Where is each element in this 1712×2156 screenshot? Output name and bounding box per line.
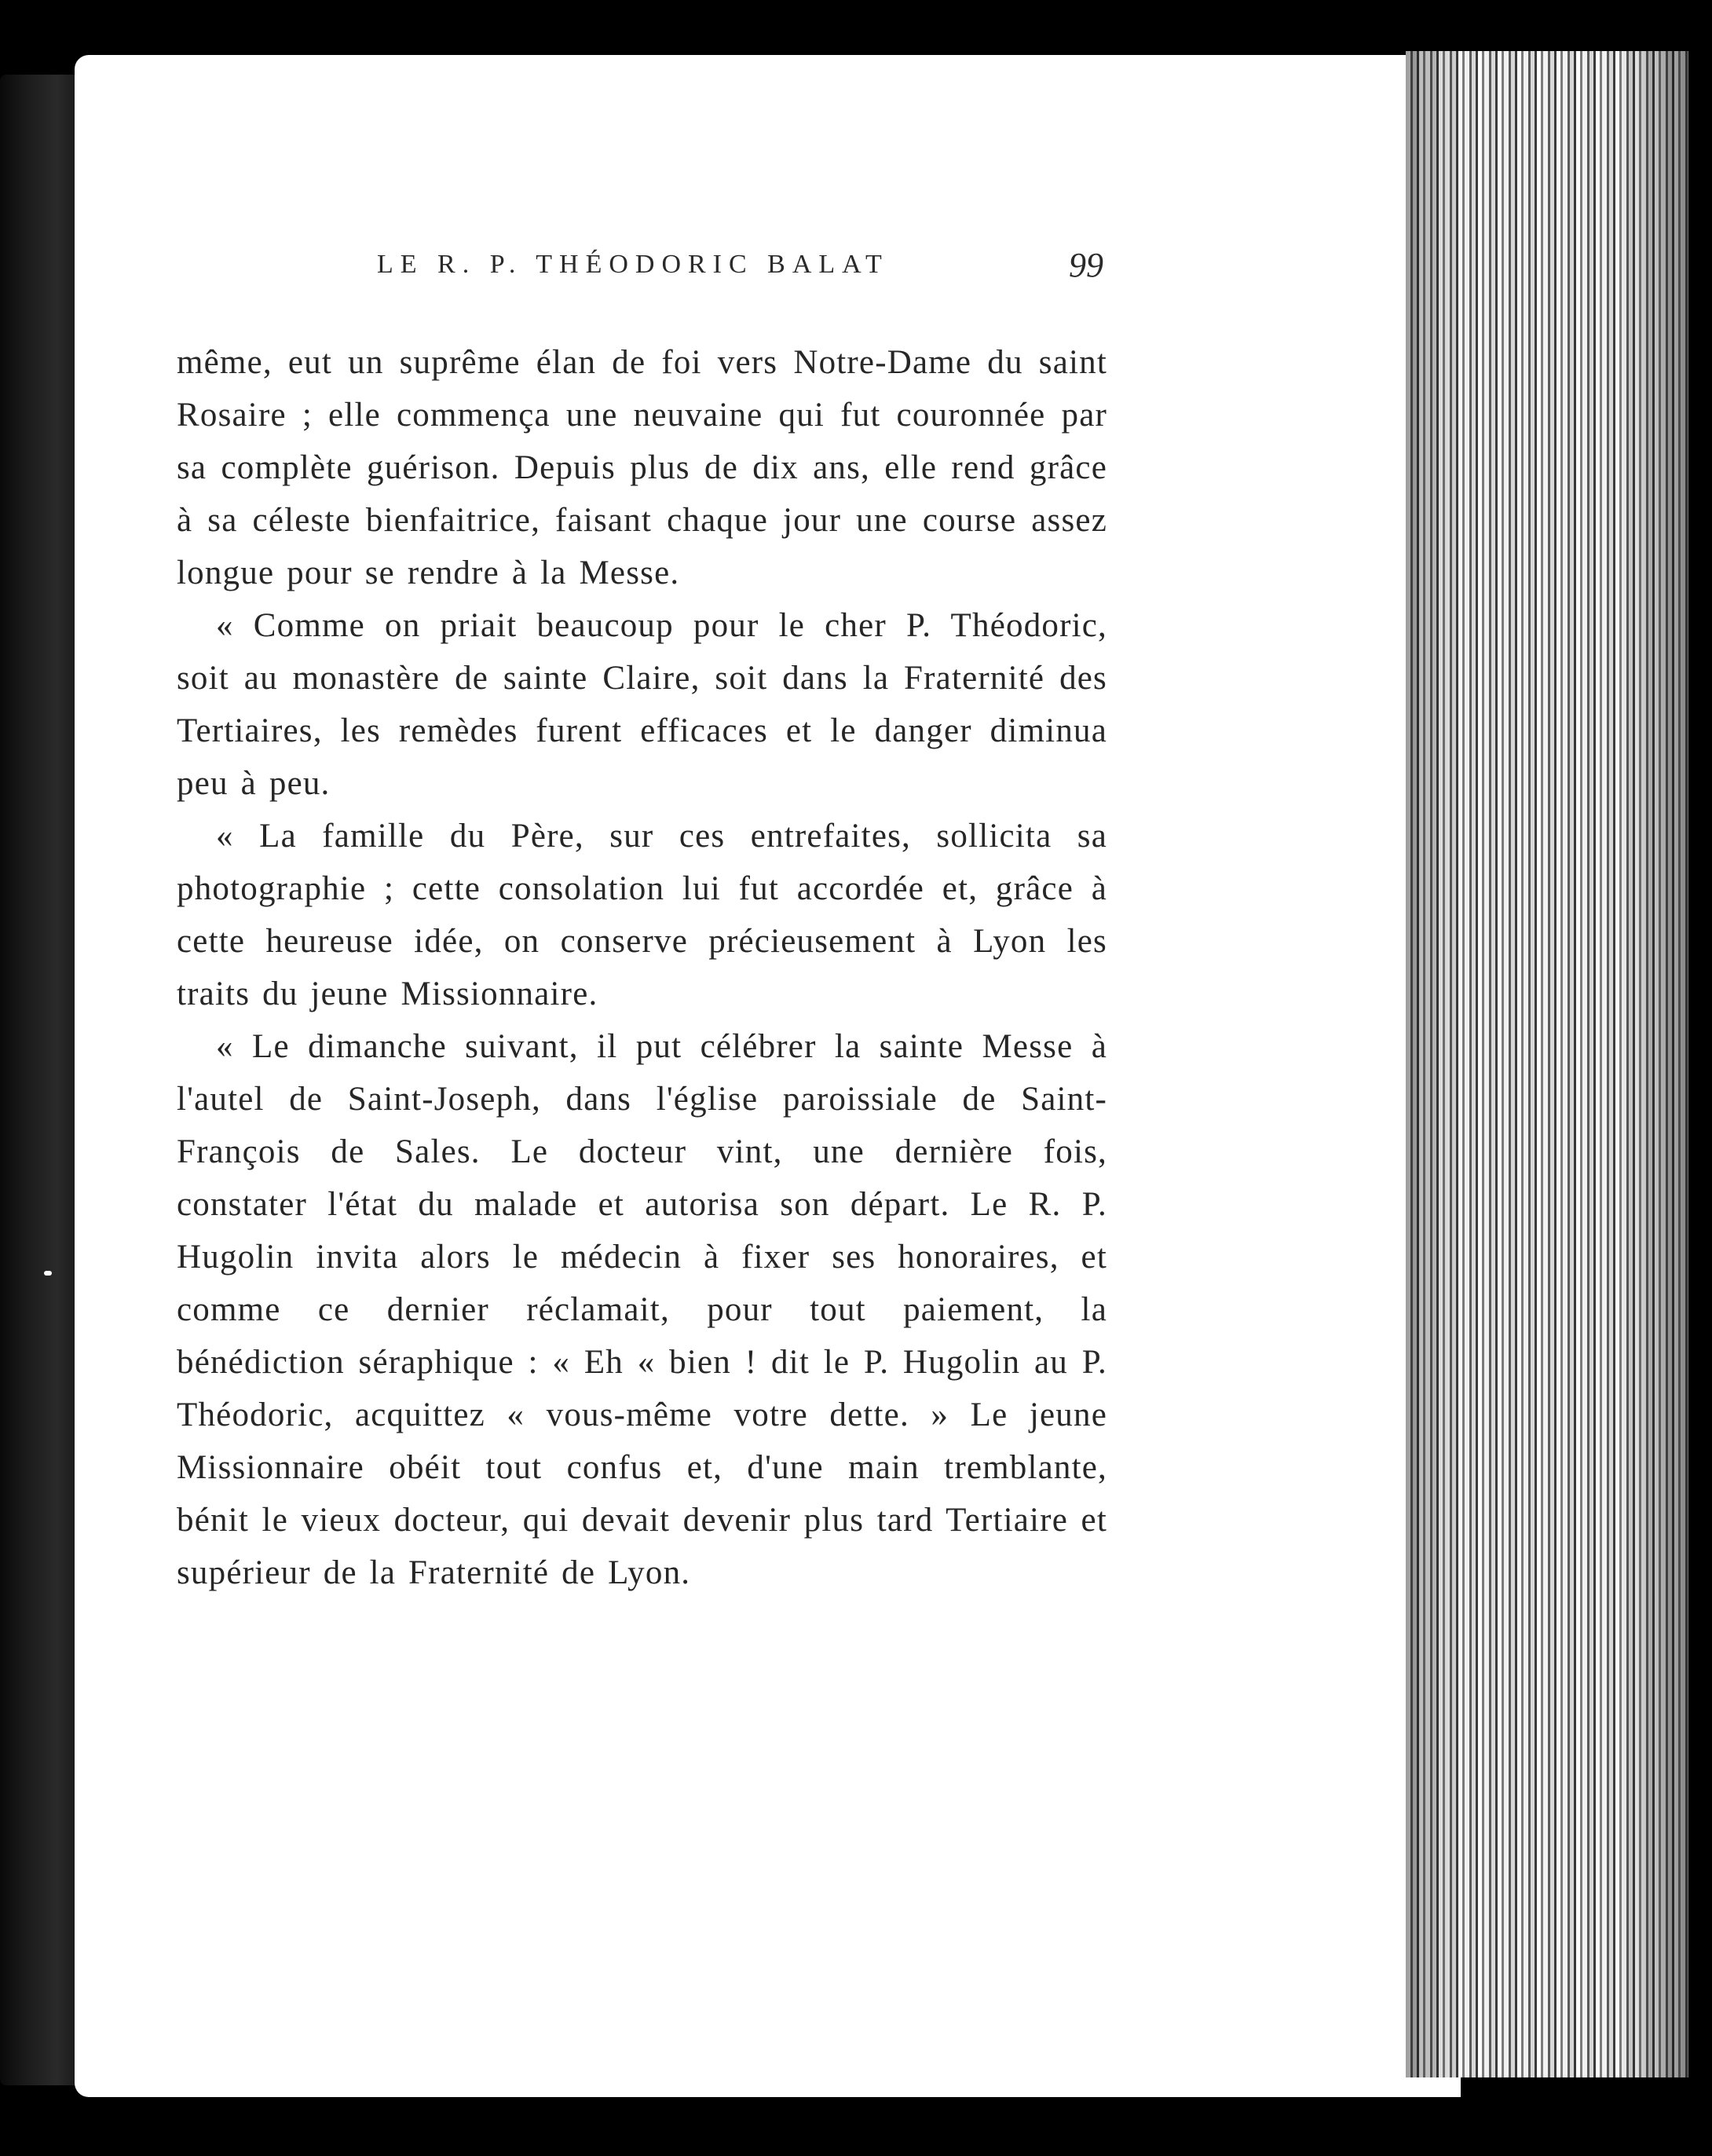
paragraph-4: « Le dimanche suivant, il put célébrer la sainte Messe à l'autel de Saint-Joseph, dans l'église paroissiale de Saint-François de Sales. Le docteur vint, une dernière fois, constater l'état du malade et autorisa son départ. Le R. P. Hugolin invita alors le médecin à fixer ses honoraires, et comme ce dernier réclamait, pour tout paiement, la bénédiction séraphique : « Eh « bien ! dit le P. Hugolin au P. Théodoric, acquittez « vous-même votre dette. » Le jeune Missionnaire obéit tout confus et, d'une main tremblante, bénit le vieux docteur, qui devait devenir plus tard Tertiaire et supérieur de la Fraternité de Lyon. [177, 1028, 1107, 1591]
body-text [177, 336, 1107, 1599]
paragraph-3: « La famille du Père, sur ces entrefaites, sollicita sa photographie ; cette consolation lui fut accordée et, grâce à cette heureuse idée, on conserve précieusement à Lyon les traits du jeune Missionnaire. [177, 818, 1107, 1012]
paragraph-1: même, eut un suprême élan de foi vers Notre-Dame du saint Rosaire ; elle commença une neuvaine qui fut couronnée par sa complète guérison. Depuis plus de dix ans, elle rend grâce à sa céleste bienfaitrice, faisant chaque jour une course assez longue pour se rendre à la Messe. [177, 344, 1107, 591]
page-number: 99 [1069, 246, 1103, 284]
running-head [185, 246, 1103, 297]
page-edges-shadow [1406, 51, 1688, 2077]
scan-speck [44, 1271, 52, 1276]
paragraph-2: « Comme on priait beaucoup pour le cher P. Théodoric, soit au monastère de sainte Claire, soit dans la Fraternité des Tertiaires, les remèdes furent efficaces et le danger diminua peu à peu. [177, 607, 1107, 802]
running-title: LE R. P. THÉODORIC BALAT [377, 250, 889, 279]
